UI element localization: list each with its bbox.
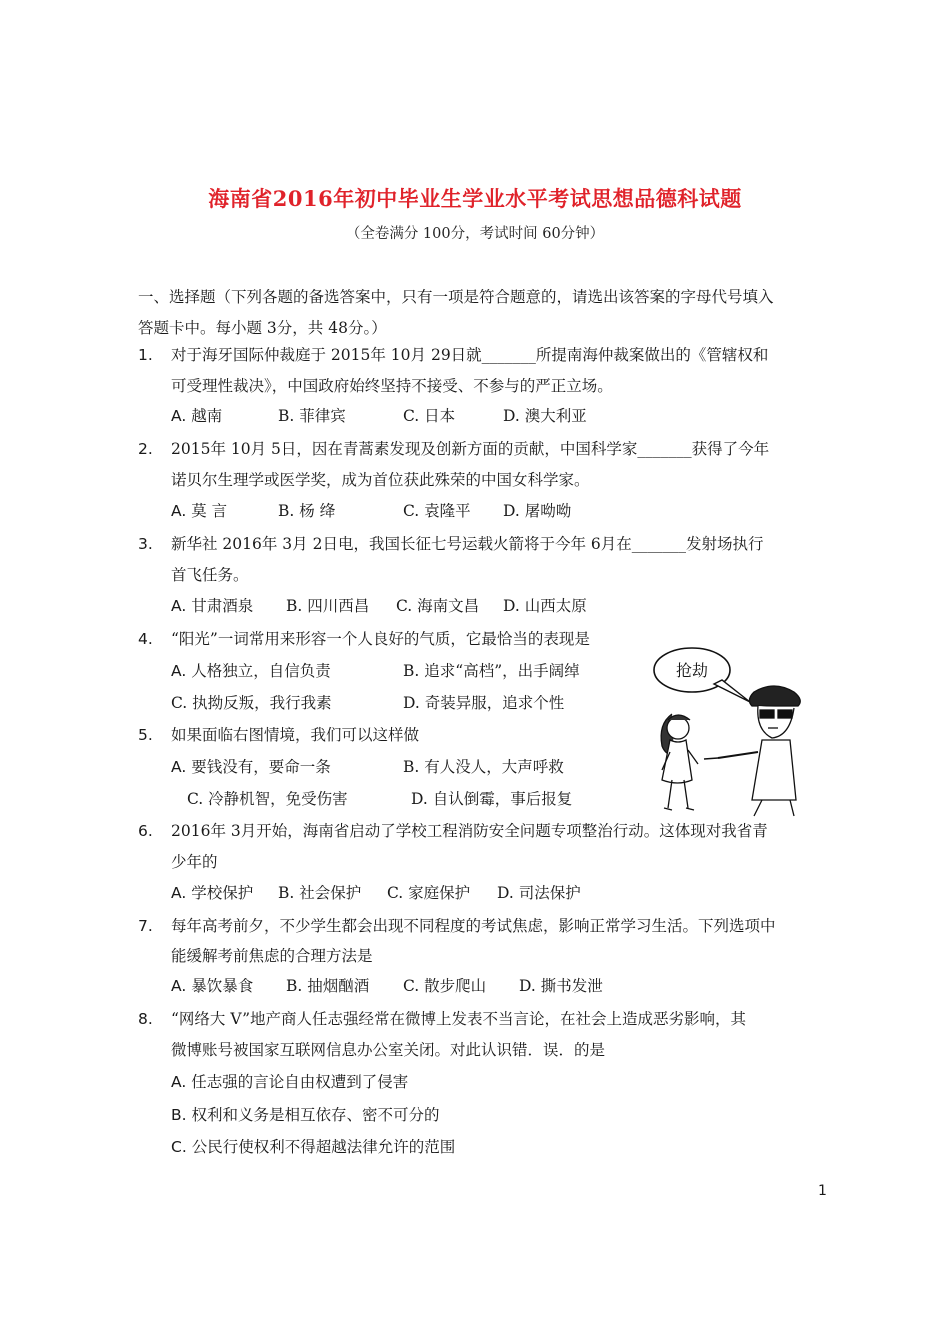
exam-title: 海南省2016年初中毕业生学业水平考试思想品德科试题 [208, 186, 742, 211]
question-5-number: 5. [138, 726, 153, 744]
question-3-option-a: A. 甘肃酒泉 [171, 597, 254, 615]
question-4-line-1: “阳光”一词常用来形容一个人良好的气质，它最恰当的表现是 [171, 630, 590, 648]
question-5-option-b: B. 有人没人，大声呼救 [403, 758, 564, 776]
question-1-option-c: C. 日本 [403, 407, 456, 425]
question-4-option-a: A. 人格独立，自信负责 [171, 662, 331, 680]
question-7-option-c: C. 散步爬山 [403, 977, 487, 995]
question-2-option-a: A. 莫 言 [171, 502, 228, 520]
question-2-option-d: D. 屠呦呦 [503, 502, 572, 520]
question-1-line-2: 可受理性裁决》，中国政府始终坚持不接受、不参与的严正立场。 [171, 377, 613, 395]
question-2-option-c: C. 袁隆平 [403, 502, 471, 520]
exam-subtitle: （全卷满分 100分，考试时间 60分钟） [345, 226, 605, 242]
robber-figure-icon [704, 686, 800, 816]
question-7-option-d: D. 撕书发泄 [519, 977, 603, 995]
question-6-option-a: A. 学校保护 [171, 884, 254, 902]
question-3-number: 3. [138, 535, 153, 553]
question-8-option-c: C. 公民行使权利不得超越法律允许的范围 [171, 1138, 456, 1156]
victim-figure-icon [661, 714, 698, 810]
question-1-option-b: B. 菲律宾 [278, 407, 346, 425]
question-6-number: 6. [138, 822, 153, 840]
question-6-line-1: 2016年 3月开始，海南省启动了学校工程消防安全问题专项整治行动。这体现对我省青 [171, 822, 768, 840]
question-5-option-c: C. 冷静机智，免受伤害 [187, 790, 348, 808]
question-6-option-b: B. 社会保护 [278, 884, 362, 902]
question-4-number: 4. [138, 630, 153, 648]
question-4-option-b: B. 追求“高档”，出手阔绰 [403, 662, 580, 680]
question-7-number: 7. [138, 917, 153, 935]
question-7-line-1: 每年高考前夕，不少学生都会出现不同程度的考试焦虑，影响正常学习生活。下列选项中 [171, 917, 776, 935]
question-3-option-c: C. 海南文昌 [396, 597, 480, 615]
question-7-option-a: A. 暴饮暴食 [171, 977, 254, 995]
question-5-line-1: 如果面临右图情境，我们可以这样做 [171, 726, 420, 744]
section-instruction-line-1: 一、选择题（下列各题的备选答案中，只有一项是符合题意的，请选出该答案的字母代号填入 [138, 288, 774, 306]
question-2-number: 2. [138, 440, 153, 458]
question-5-option-a: A. 要钱没有，要命一条 [171, 758, 331, 776]
question-5-option-d: D. 自认倒霉，事后报复 [411, 790, 573, 808]
question-2-line-1: 2015年 10月 5日，因在青蒿素发现及创新方面的贡献，中国科学家_______获得了今年 [171, 440, 770, 458]
question-6-option-d: D. 司法保护 [497, 884, 581, 902]
section-instruction-line-2: 答题卡中。每小题 3分，共 48分。） [138, 319, 387, 337]
speech-bubble-text: 抢劫 [675, 661, 709, 680]
question-1-number: 1. [138, 346, 153, 364]
page-number: 1 [818, 1183, 827, 1199]
question-3-option-b: B. 四川西昌 [286, 597, 370, 615]
question-6-option-c: C. 家庭保护 [387, 884, 471, 902]
question-1-line-1: 对于海牙国际仲裁庭于 2015年 10月 29日就_______所提南海仲裁案做出的《管辖权和 [171, 346, 769, 364]
question-1-option-a: A. 越南 [171, 407, 223, 425]
question-8-option-a: A. 任志强的言论自由权遭到了侵害 [171, 1073, 409, 1091]
question-3-line-1: 新华社 2016年 3月 2日电，我国长征七号运载火箭将于今年 6月在_______发射场执行 [171, 535, 764, 553]
speech-bubble-icon [654, 648, 750, 702]
question-2-option-b: B. 杨 绛 [278, 502, 336, 520]
question-7-line-2: 能缓解考前焦虑的合理方法是 [171, 947, 373, 965]
question-4-option-d: D. 奇装异服，追求个性 [403, 694, 565, 712]
question-3-line-2: 首飞任务。 [171, 566, 249, 584]
question-1-option-d: D. 澳大利亚 [503, 407, 587, 425]
question-8-line-2: 微博账号被国家互联网信息办公室关闭。对此认识错．误．的是 [171, 1041, 606, 1059]
robbery-illustration [650, 640, 815, 820]
question-2-line-2: 诺贝尔生理学或医学奖，成为首位获此殊荣的中国女科学家。 [171, 471, 590, 489]
question-7-option-b: B. 抽烟酗酒 [286, 977, 370, 995]
question-4-option-c: C. 执拗反叛，我行我素 [171, 694, 332, 712]
question-8-option-b: B. 权利和义务是相互依存、密不可分的 [171, 1106, 440, 1124]
question-3-option-d: D. 山西太原 [503, 597, 587, 615]
question-6-line-2: 少年的 [171, 853, 218, 871]
question-8-number: 8. [138, 1010, 153, 1028]
question-8-line-1: “网络大 V”地产商人任志强经常在微博上发表不当言论，在社会上造成恶劣影响，其 [171, 1010, 747, 1028]
